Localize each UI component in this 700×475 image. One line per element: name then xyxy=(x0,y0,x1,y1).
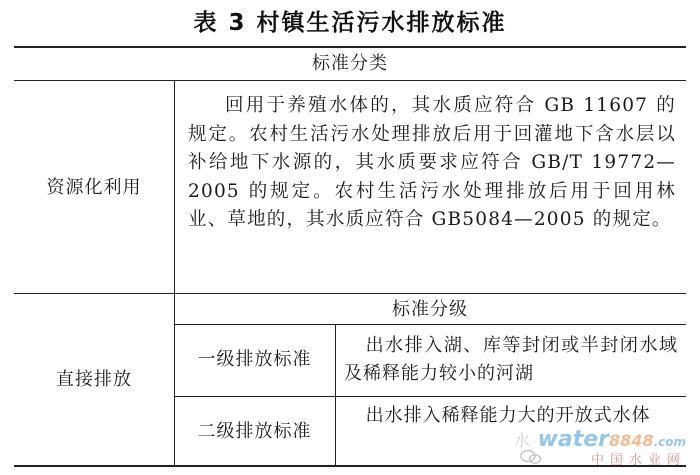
watermark-logo xyxy=(514,429,686,469)
watermark-subtitle: 中国水业网 xyxy=(590,453,686,468)
level-2-name: 二级排放标准 xyxy=(197,421,312,442)
watermark-brand: 水 water8848.com xyxy=(513,427,686,452)
resource-row-label: 资源化利用 xyxy=(46,177,142,198)
level-column-divider xyxy=(335,324,336,466)
resource-row-text: 回用于养殖水体的，其水质应符合 GB 11607 的规定。农村生活污水处理排放后用于回灌地下含水层以补给地下水源的，其水质要求应符合 GB/T 19772—2005 的规定。农村生活污水处理排放后用于回用林业、草地的，其水质应符合 GB5084—2005 的规定。 xyxy=(188,95,676,230)
grading-header-rule xyxy=(174,324,686,325)
grading-header: 标准分级 xyxy=(392,299,468,320)
level-1-name: 一级排放标准 xyxy=(197,349,312,370)
table-title: 表 3 村镇生活污水排放标准 xyxy=(193,10,507,36)
level-2-desc: 出水排入稀释能力大的开放式水体 xyxy=(365,405,651,426)
level-1-desc: 出水排入湖、库等封闭或半封闭水域及稀释能力较小的河湖 xyxy=(344,335,678,384)
classification-header: 标准分类 xyxy=(312,53,388,74)
row-divider xyxy=(14,293,686,294)
level-divider xyxy=(174,396,686,397)
top-rule xyxy=(14,46,686,48)
label-column-divider xyxy=(174,80,175,466)
header-bottom-rule xyxy=(14,80,686,81)
direct-row-label: 直接排放 xyxy=(56,369,132,390)
